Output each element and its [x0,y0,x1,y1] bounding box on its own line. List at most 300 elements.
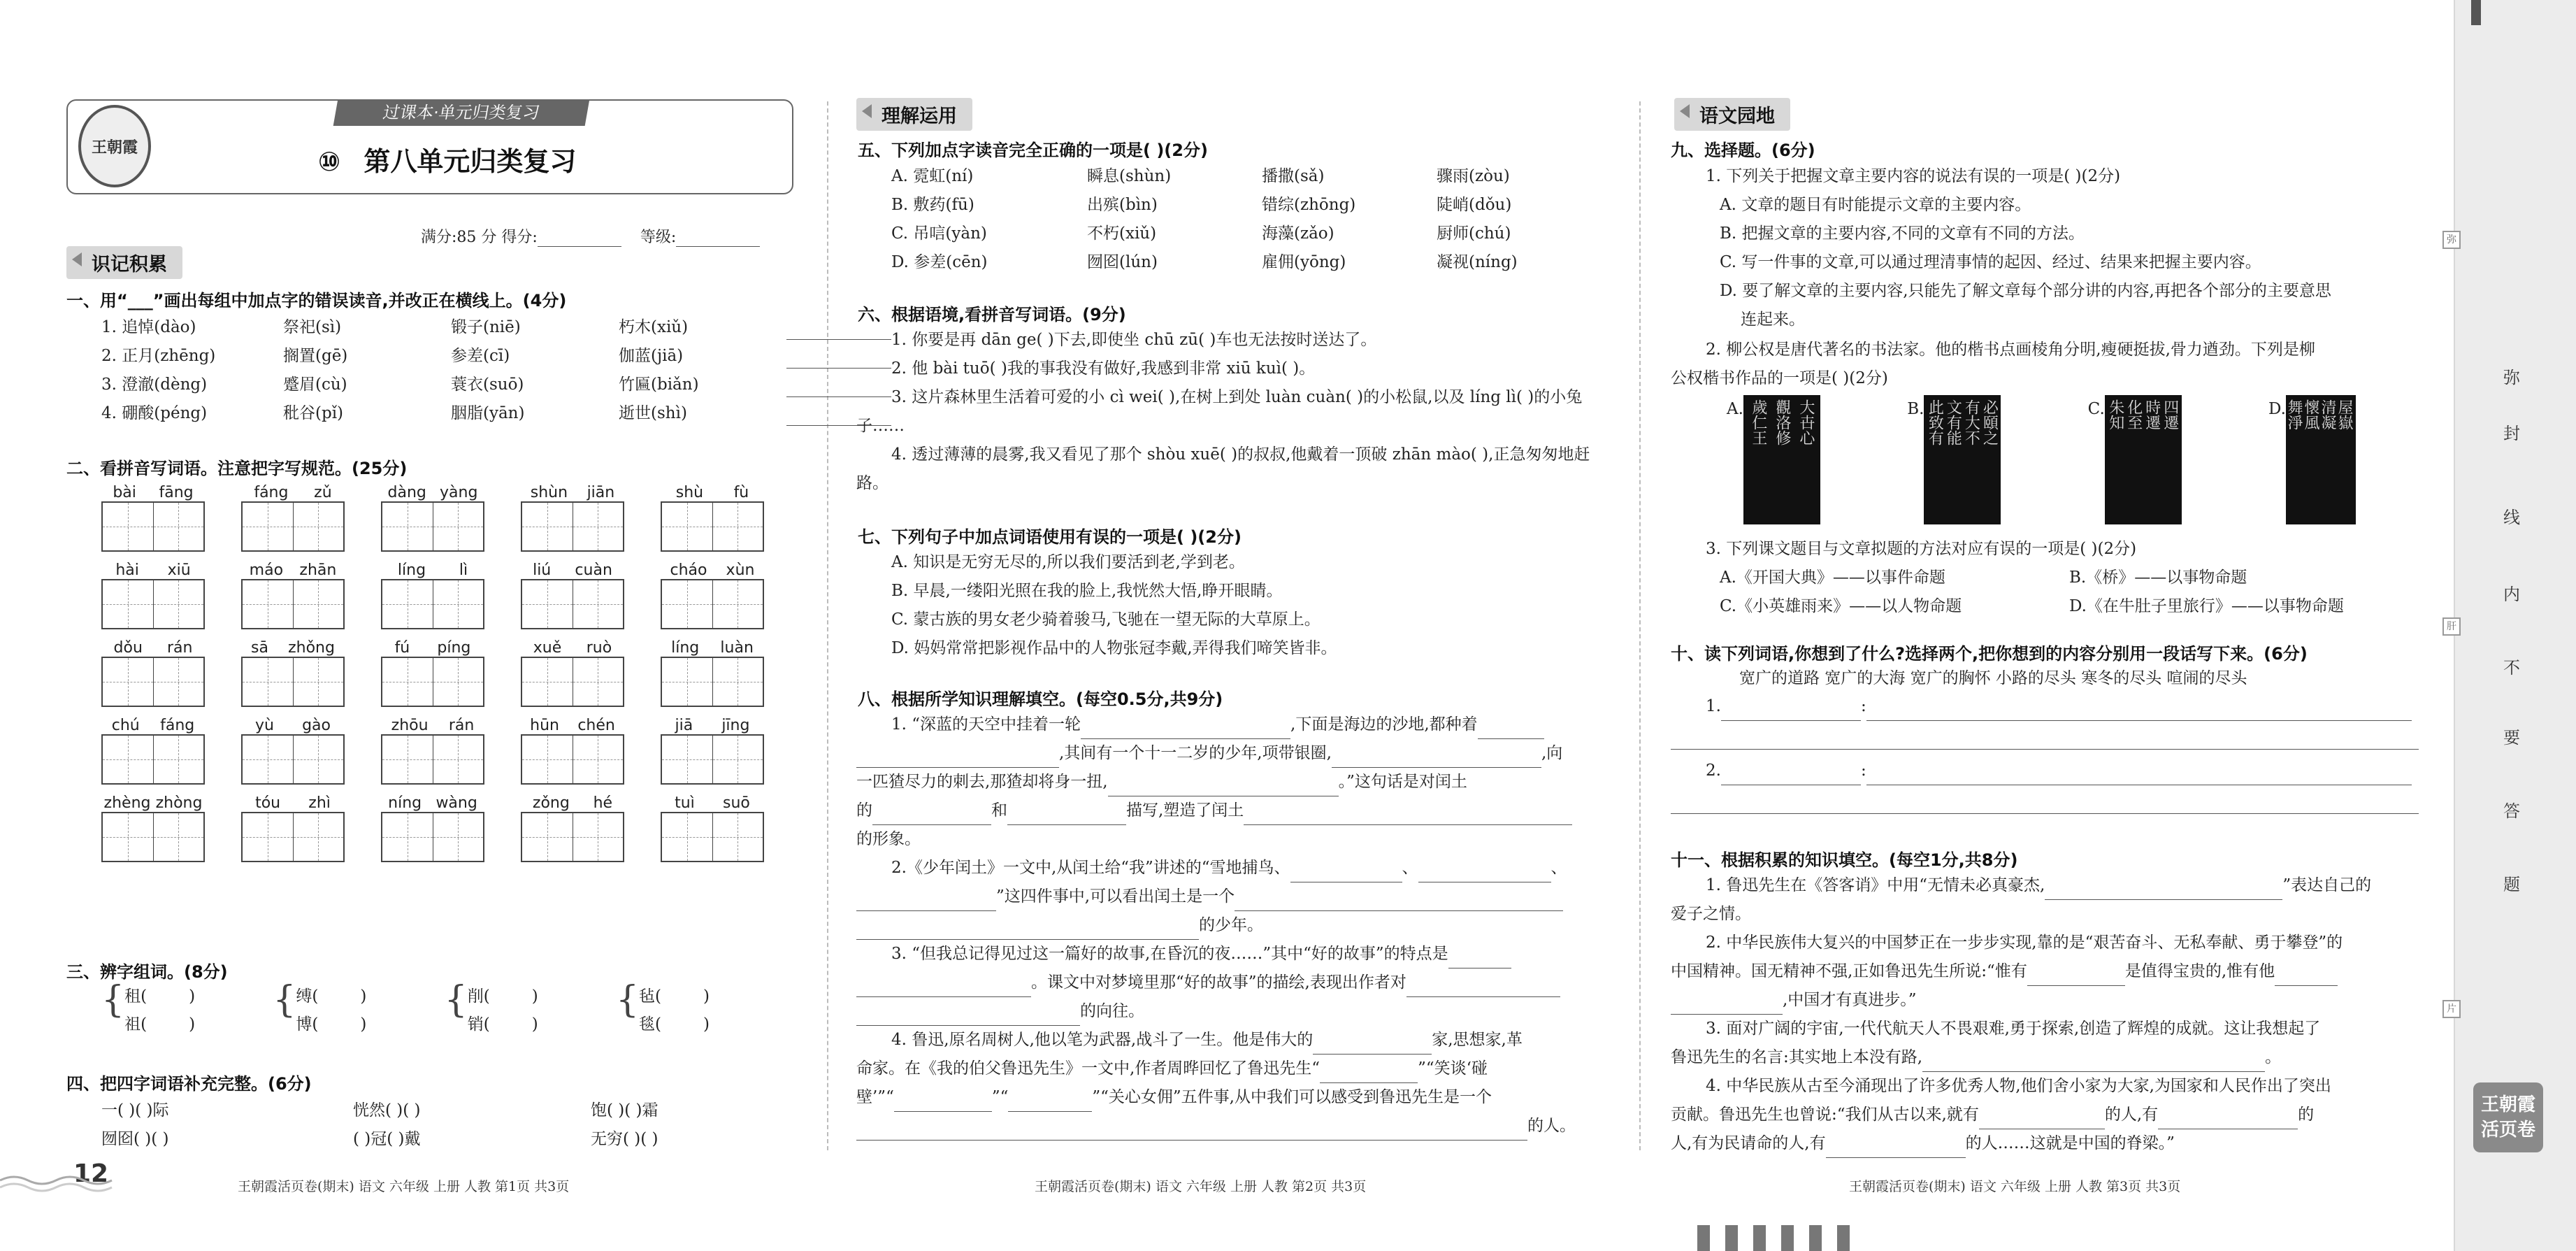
q4-item: 无穷( )( ) [591,1130,659,1148]
q9-option: B.《桥》——以事物命题 [2069,569,2247,587]
q8-text: 描写,塑造了闰土 [1126,801,1244,820]
tianzige-box[interactable] [521,734,624,785]
blank[interactable] [1866,766,2412,785]
q8-text: ”这四件事中,可以看出闰土是一个 [996,887,1235,906]
tianzige-box[interactable] [381,734,484,785]
pinyin-row [101,794,800,862]
tianzige-cell[interactable] [103,503,154,550]
blank[interactable] [2275,966,2338,986]
q3-paren: ) [703,1015,710,1034]
pinyin-label [241,794,345,812]
q3-title: 三、辨字组词。(8分) [66,962,228,982]
blank[interactable] [1671,730,2419,750]
q9-option: D. 要了解文章的主要内容,只能先了解文章每个部分讲的内容,再把各个部分的主要意思 [1720,282,2331,300]
tianzige-cell[interactable] [662,658,713,706]
pinyin-syllable: líng [397,562,426,579]
q1-item: 3. 澄澈(dèng) [101,376,208,394]
q11-text: 。 [2265,1048,2282,1066]
q1-item: 1. 追悼(dào) [101,318,196,336]
tianzige-cell[interactable] [154,813,204,861]
pinyin-syllable: dǒu [113,639,143,657]
tianzige-cell[interactable] [522,658,573,706]
blank[interactable] [856,1121,1527,1141]
tianzige-box[interactable] [661,579,764,629]
tianzige-box[interactable] [521,812,624,862]
q8-text: 的人。 [1527,1117,1576,1135]
blank[interactable] [1008,1092,1092,1112]
pinyin-item [661,639,764,707]
tianzige-cell[interactable] [243,580,294,628]
tianzige-cell[interactable] [522,580,573,628]
blank[interactable] [1922,1052,2265,1072]
blank[interactable] [1108,777,1339,796]
page-footer: 王朝霞活页卷(期末) 语文 六年级 上册 人教 第2页 共3页 [1035,1179,1367,1194]
tianzige-cell[interactable] [433,736,484,783]
q8-body: 1. “深蓝的天空中挂着一轮 ,下面是海边的沙地,都种着 ,其间有一个十一二岁的少年,项带银圈, ,向 一匹猹尽力的刺去,那猹却将身一扭, 。”这句话是对闰土 的 和 描写,塑造了闰土 的形象。 2.《少年闰土》一文中,从闰土给“我”讲述的“雪地捕鸟、 、 、 ”这四件事中,可以看出闰土是一个 的少年。 3. “但我总记得见过这一篇好的故事,在昏沉的夜……”其中“好的故事”的特点是 。课文中对梦境里那“好的故事”的描绘,表现出作者对 的向往。 4. 鲁迅,原名周树人,他以笔为武器,战斗了一生。他是伟大的 家,思想家,革 命家。在《我的伯父鲁迅先生》一文中,作者周晔回忆了鲁迅先生“ ”“笑谈‘碰 壁’”“ ”“ ”“关心女佣”五件事,从中我们可以感受到鲁迅先生是一个 的人。 [856,710,1610,1141]
q1-item: 秕谷(pǐ) [283,404,344,422]
tianzige-cell[interactable] [382,503,433,550]
pinyin-item [101,562,205,629]
q8-text: 1. “深蓝的天空中挂着一轮 [891,715,1081,734]
tianzige-cell[interactable] [103,658,154,706]
page-footer: 王朝霞活页卷(期末) 语文 六年级 上册 人教 第3页 共3页 [1849,1179,2181,1194]
tianzige-box[interactable] [381,812,484,862]
blank[interactable] [856,920,1199,940]
tianzige-cell[interactable] [294,813,344,861]
seal-char: 线 [2503,508,2520,527]
q5-item: 凝视(níng) [1437,253,1518,271]
q8-text: 一匹猹尽力的刺去,那猹却将身一扭, [856,773,1108,791]
pinyin-item [241,484,345,552]
pinyin-syllable: hūn [530,717,559,734]
q8-text: ”“ [991,1088,1009,1106]
tianzige-cell[interactable] [662,503,713,550]
tianzige-cell[interactable] [382,580,433,628]
pinyin-item [241,794,345,862]
q10-colon: : [1860,762,1866,780]
q3-paren: ) [360,987,367,1006]
pinyin-syllable: fú [394,639,410,657]
q5-item: 囫囵(lún) [1087,253,1158,271]
q6-item: 4. 透过薄薄的晨雾,我又看见了那个 shòu xuē( )的叔叔,他戴着一顶破 zhān mào( ),正急匆匆地赶路。 [856,445,1590,492]
pinyin-syllable: líng [671,639,700,657]
tianzige-cell[interactable] [243,813,294,861]
pinyin-label [101,717,205,734]
seal-char: 封 [2503,424,2520,443]
calli-option[interactable] [1907,395,2001,524]
page-number: 12 [73,1159,109,1188]
tianzige-cell[interactable] [154,580,204,628]
tianzige-box[interactable] [381,657,484,707]
pinyin-syllable: jiān [587,484,615,501]
pinyin-syllable: máo [249,562,284,579]
q3-char: 祖( [124,1015,147,1034]
tianzige-cell[interactable] [713,580,763,628]
q3-char: 博( [296,1015,319,1034]
pinyin-syllable: yù [255,717,274,734]
tianzige-cell[interactable] [662,813,713,861]
q5-row [891,220,1590,248]
q11-text: 爱子之情。 [1671,905,1751,923]
tianzige-cell[interactable] [154,658,204,706]
pinyin-syllable: hài [115,562,139,579]
pinyin-item [101,794,205,862]
q8-text: 3. “但我总记得见过这一篇好的故事,在昏沉的夜……”其中“好的故事”的特点是 [891,945,1448,963]
q5-item: 出殡(bìn) [1087,196,1158,214]
tianzige-box[interactable] [661,812,764,862]
pinyin-syllable: fáng [160,717,195,734]
pinyin-syllable: liú [533,562,552,579]
q1-item: 祭祀(sì) [283,318,342,336]
pinyin-item [661,717,764,785]
column-divider [827,101,828,1150]
pinyin-syllable: xùn [726,562,755,579]
tianzige-cell[interactable] [103,580,154,628]
pinyin-syllable: dàng [387,484,426,501]
tianzige-cell[interactable] [294,503,344,550]
q1-row [101,371,800,399]
tianzige-cell[interactable] [713,736,763,783]
q4-item: 恍然( )( ) [353,1101,421,1120]
q6-item: 2. 他 bài tuō( )我的事我没有做好,我感到非常 xiū kuì( )。 [891,359,1316,378]
barcode-marks [1697,1225,1850,1251]
wave-decoration-icon [0,1173,133,1194]
tianzige-box[interactable] [241,501,345,552]
tianzige-box[interactable] [661,501,764,552]
tianzige-cell[interactable] [294,580,344,628]
pinyin-item [521,484,624,552]
calli-option[interactable] [2088,395,2182,524]
tianzige-cell[interactable] [662,736,713,783]
tianzige-box[interactable] [101,734,205,785]
blank[interactable] [1671,995,1783,1015]
q1-item: 锻子(niē) [451,318,521,336]
pinyin-syllable: jīng [721,717,750,734]
calli-text: 大卋心 [1797,399,1815,445]
q9-2-stem: 公权楷书作品的一项是( )(2分) [1671,369,1888,387]
blank[interactable] [1320,1064,1418,1083]
q1-item: 搁置(gē) [283,347,348,365]
tianzige-cell[interactable] [154,736,204,783]
q11-text: 的人,有 [2104,1106,2159,1124]
q8-text: ,向 [1541,744,1563,762]
seal-char: 答 [2503,801,2520,821]
q1-title: 一、用“___”画出每组中加点字的错误读音,并改正在横线上。(4分) [66,291,567,310]
tianzige-cell[interactable] [154,503,204,550]
tianzige-box[interactable] [521,501,624,552]
blank[interactable] [872,806,991,825]
q9-option: D.《在牛肚子里旅行》——以事物命题 [2069,597,2344,615]
blank[interactable] [856,748,1059,768]
tianzige-cell[interactable] [433,580,484,628]
q5-row [891,162,1590,191]
blank[interactable] [1979,1110,2105,1129]
pinyin-row [101,639,800,707]
pinyin-label [521,562,624,579]
blank[interactable] [1721,701,1861,721]
seal-char: 不 [2503,658,2520,678]
q11-text: 是值得宝贵的,惟有他 [2124,962,2275,980]
q8-text: 壁’”“ [856,1088,894,1106]
tianzige-cell[interactable] [243,736,294,783]
blank[interactable] [1235,892,1563,911]
blank[interactable] [2045,880,2282,900]
pinyin-row [101,562,800,629]
pinyin-label [101,484,205,501]
pinyin-item [521,794,624,862]
q9-title: 九、选择题。(6分) [1671,141,1815,160]
brace-icon: { [273,979,296,1021]
tianzige-cell[interactable] [294,658,344,706]
pinyin-syllable: zhì [308,794,331,812]
q9-2 [1671,336,2422,393]
q3-pairs [101,979,800,1038]
q7-item: B. 早晨,一缕阳光照在我的脸上,我恍然大悟,睁开眼睛。 [891,582,1283,600]
tianzige-cell[interactable] [573,658,624,706]
tianzige-box[interactable] [101,657,205,707]
seal-box: 弥 [2442,231,2461,249]
tianzige-box[interactable] [241,579,345,629]
pinyin-label [661,562,764,579]
q11-text: 3. 面对广阔的宇宙,一代代航天人不畏艰难,勇于探索,创造了辉煌的成就。这让我想起了 [1706,1020,2321,1038]
binding-strip [2454,0,2576,1251]
seal-char: 内 [2503,585,2520,604]
q8-text: 的形象。 [856,830,921,848]
tianzige-cell[interactable] [522,813,573,861]
blank[interactable] [1081,720,1290,739]
tianzige-cell[interactable] [243,503,294,550]
tianzige-cell[interactable] [573,580,624,628]
blank[interactable] [1478,720,1544,739]
blank[interactable] [1671,794,2419,814]
q3-pair [444,979,538,1038]
pinyin-item [661,562,764,629]
pinyin-label [381,562,484,579]
tianzige-cell[interactable] [713,658,763,706]
q1-row [101,313,800,342]
tianzige-cell[interactable] [573,736,624,783]
calli-option[interactable] [2268,395,2356,524]
pinyin-syllable: fù [733,484,749,501]
tianzige-cell[interactable] [433,658,484,706]
pinyin-item [241,717,345,785]
q3-char: 毯( [639,1015,662,1034]
pinyin-syllable: xiū [167,562,191,579]
q10-words: 宽广的道路 宽广的大海 宽广的胸怀 小路的尽头 寒冬的尽头 喧闹的尽头 [1739,669,2247,687]
q10-colon: : [1860,697,1866,715]
pinyin-item [521,717,624,785]
pinyin-syllable: tóu [255,794,281,812]
pinyin-syllable: ruò [586,639,612,657]
tianzige-box[interactable] [381,501,484,552]
q11-text: 2. 中华民族伟大复兴的中国梦正在一步步实现,靠的是“艰苦奋斗、无私奉献、勇于攀登”的 [1706,934,2343,952]
seal-box: 片 [2442,1000,2461,1018]
pinyin-syllable: lì [459,562,468,579]
section-tag: 识记积累 [66,246,182,279]
blank[interactable] [1826,1138,1966,1158]
tianzige-cell[interactable] [573,813,624,861]
q3-char: 削( [467,987,490,1006]
tianzige-cell[interactable] [433,503,484,550]
tianzige-box[interactable] [241,657,345,707]
tianzige-cell[interactable] [243,658,294,706]
pinyin-syllable: níng [388,794,422,812]
tianzige-cell[interactable] [382,658,433,706]
pinyin-syllable: chú [111,717,140,734]
blank[interactable] [1448,949,1511,968]
q7-title: 七、下列句子中加点词语使用有误的一项是( )(2分) [858,527,1242,547]
blank[interactable] [856,978,1031,997]
option-label: A. [1727,400,1743,418]
pinyin-syllable: zhèng [103,794,151,812]
blank[interactable] [2158,1110,2298,1129]
calli-text: 觀洛修 [1773,399,1791,445]
tianzige-cell[interactable] [294,736,344,783]
blank[interactable] [1244,806,1572,825]
pinyin-syllable: hé [593,794,613,812]
q11-text: ,中国才有真进步。” [1783,991,1917,1009]
calli-text: 歲仁王 [1749,399,1767,445]
tianzige-box[interactable] [241,734,345,785]
pinyin-item [521,639,624,707]
blank[interactable] [1007,806,1126,825]
tianzige-cell[interactable] [713,503,763,550]
brand-logo [2473,1082,2543,1152]
q5-row [891,248,1590,277]
tianzige-box[interactable] [381,579,484,629]
pinyin-label [381,639,484,657]
q4-item: ( )冠( )戴 [353,1130,421,1148]
q9-option: C. 写一件事的文章,可以通过理清事情的起因、经过、结果来把握主要内容。 [1720,253,2261,271]
pinyin-syllable: zhōu [391,717,429,734]
tianzige-box[interactable] [661,734,764,785]
q1-table [101,313,800,428]
tianzige-box[interactable] [661,657,764,707]
pinyin-syllable: tuì [675,794,695,812]
calli-text: 化至 [2124,399,2143,430]
score-label: 满分:85 分 得分: [421,229,538,246]
blank[interactable] [894,1092,992,1112]
tianzige-cell[interactable] [522,503,573,550]
tianzige-cell[interactable] [103,736,154,783]
blank[interactable] [1721,766,1861,785]
tianzige-cell[interactable] [382,813,433,861]
calli-text: 屋嶽 [2335,399,2353,430]
q8-text: 4. 鲁迅,原名周树人,他以笔为武器,战斗了一生。他是伟大的 [891,1031,1314,1049]
q9-1-stem: 1. 下列关于把握文章主要内容的说法有误的一项是( )(2分) [1706,167,2121,185]
seal-box: 肝 [2442,617,2461,636]
tianzige-box[interactable] [101,812,205,862]
pinyin-label [381,794,484,812]
pinyin-label [521,794,624,812]
blank[interactable] [1290,863,1402,882]
pinyin-label [381,484,484,501]
blank[interactable] [856,1006,1080,1026]
blank[interactable] [1332,748,1541,768]
tianzige-cell[interactable] [573,503,624,550]
q3-char: 毡( [639,987,662,1006]
pinyin-syllable: cháo [670,562,707,579]
q9-2-stem: 2. 柳公权是唐代著名的书法家。他的楷书点画棱角分明,瘦硬挺拔,骨力遒劲。下列是柳 [1706,341,2315,359]
calli-text: 時遷 [2143,399,2161,430]
blank[interactable] [1406,978,1560,997]
q8-text: ,下面是海边的沙地,都种着 [1290,715,1478,734]
logo-subtext: 活页卷 [2480,1120,2535,1141]
pinyin-syllable: zhòng [155,794,203,812]
pinyin-item [241,639,345,707]
q11-text: 贡献。鲁迅先生也曾说:“我们从古以来,就有 [1671,1106,1979,1124]
calli-text: 舞淨 [2284,399,2303,430]
blank[interactable] [1866,701,2412,721]
blank[interactable] [856,892,996,911]
tianzige-box[interactable] [101,501,205,552]
tianzige-box[interactable] [521,579,624,629]
tianzige-cell[interactable] [103,813,154,861]
pinyin-label [521,717,624,734]
q10-title: 十、读下列词语,你想到了什么?选择两个,把你想到的内容分别用一段话写下来。(6分) [1671,644,2308,664]
q8-text: 的少年。 [1199,916,1263,934]
q5-row [891,191,1590,220]
calligraphy-image [2105,395,2182,524]
q11-text: 人,有为民请命的人,有 [1671,1134,1826,1152]
section-tag: 理解运用 [856,98,972,131]
pinyin-label [661,484,764,501]
tianzige-box[interactable] [241,812,345,862]
q9-3 [1706,535,2422,621]
q5-title: 五、下列加点字读音完全正确的一项是( )(2分) [858,141,1208,160]
tianzige-cell[interactable] [382,736,433,783]
blank[interactable] [1418,863,1551,882]
q3-pair [101,979,196,1038]
pinyin-syllable: gào [302,717,331,734]
pinyin-item [661,484,764,552]
blank[interactable] [1313,1035,1432,1055]
calli-text: 必頤之 [1980,399,1999,445]
tianzige-cell[interactable] [662,580,713,628]
tianzige-cell[interactable] [433,813,484,861]
q5-item: A. 霓虹(ní) [891,167,974,185]
q8-text: 的向往。 [1080,1002,1144,1020]
pinyin-syllable: rán [166,639,193,657]
pinyin-syllable: chén [577,717,615,734]
calli-text: 懷風 [2301,399,2319,430]
tianzige-cell[interactable] [713,813,763,861]
tianzige-box[interactable] [521,657,624,707]
q5-item: D. 参差(cēn) [891,253,988,271]
pinyin-syllable: fáng [254,484,289,501]
pinyin-label [661,717,764,734]
q11-body [1671,871,2422,1158]
q11-title: 十一、根据积累的知识填空。(每空1分,共8分) [1671,850,2018,870]
calli-option[interactable] [1727,395,1820,524]
q4-item: 饱( )( )霜 [591,1101,659,1120]
option-label: D. [2268,400,2286,418]
q8-text: 2.《少年闰土》一文中,从闰土给“我”讲述的“雪地捕鸟、 [891,859,1290,877]
pinyin-syllable: rán [448,717,475,734]
q1-item: 逝世(shì) [619,404,687,422]
q3-char: 缚( [296,987,319,1006]
pinyin-syllable: shù [675,484,704,501]
calli-text: 朱知 [2106,399,2124,430]
tianzige-cell[interactable] [522,736,573,783]
tianzige-box[interactable] [101,579,205,629]
pinyin-syllable: cuàn [575,562,612,579]
blank[interactable] [2027,966,2125,986]
calli-text: 有大不 [1962,399,1980,445]
q5-item: 陡峭(dǒu) [1437,196,1512,214]
pinyin-syllable: xuě [533,639,562,657]
q8-text: ”“笑谈‘碰 [1418,1059,1488,1078]
